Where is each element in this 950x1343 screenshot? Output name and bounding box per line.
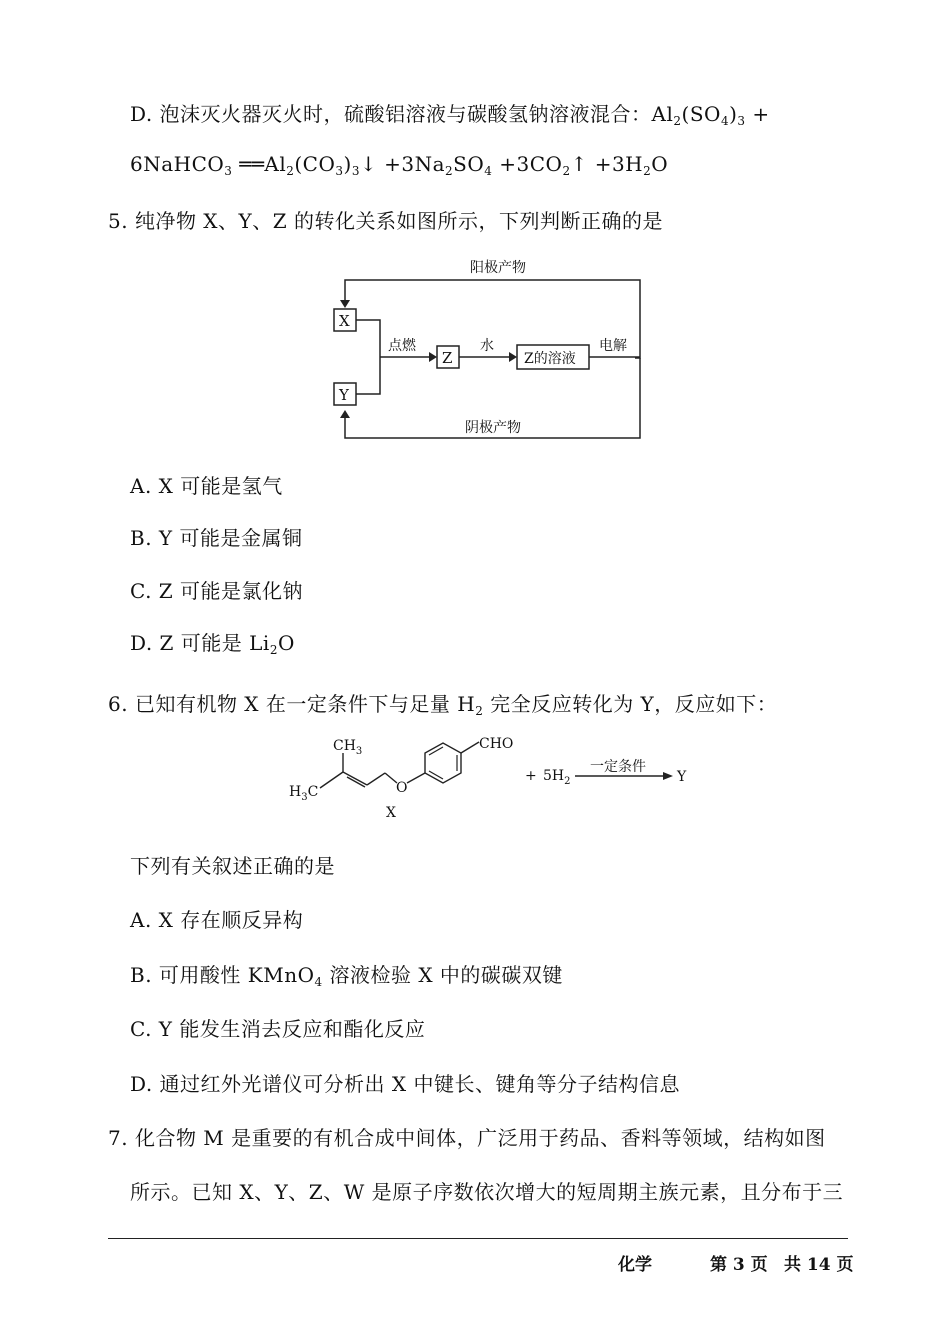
cathode-label: 阴极产物 <box>465 420 521 436</box>
footer-page-number: 第 3 页 <box>710 1255 768 1275</box>
compound-x-label: X <box>386 805 396 821</box>
q4-d-sub1: 2 <box>673 114 682 128</box>
q4-d-sub3: 3 <box>737 114 746 128</box>
to-z-arrowhead <box>429 352 437 362</box>
q6-option-c: C. Y 能发生消去反应和酯化反应 <box>130 1017 426 1041</box>
to-solution-arrowhead <box>509 352 517 362</box>
q5-option-b: B. Y 可能是金属铜 <box>130 526 303 550</box>
eq-sub: 2 <box>643 164 652 178</box>
eq-part: O <box>651 152 669 176</box>
q4-d-text-d: + <box>745 102 770 126</box>
eq-part: ══Al <box>232 152 287 176</box>
anode-arrowhead <box>340 300 350 308</box>
q6-stem-sub: 2 <box>475 704 484 718</box>
eq-part: SO <box>453 152 485 176</box>
eq-sub: 2 <box>286 164 295 178</box>
q5-stem: 5. 纯净物 X、Y、Z 的转化关系如图所示，下列判断正确的是 <box>108 209 663 233</box>
cathode-arrowhead <box>340 410 350 418</box>
q6-b-suffix: 溶液检验 X 中的碳碳双键 <box>322 963 563 987</box>
z-solution-label: Z的溶液 <box>524 351 576 367</box>
eq-part: ↓ +3Na <box>359 152 445 176</box>
q6-stem-text: 6. 已知有机物 X 在一定条件下与足量 H <box>108 692 476 716</box>
q6-b-text: B. 可用酸性 KMnO <box>130 963 315 987</box>
eq-sub: 2 <box>562 164 571 178</box>
ch3-top-label: $CH_3$ <box>333 738 363 757</box>
q4-d-sub2: 4 <box>720 114 730 128</box>
q6-option-a: A. X 存在顺反异构 <box>130 908 304 932</box>
q4-option-d-line2 <box>130 152 668 178</box>
benzene-ring <box>425 743 461 783</box>
bond <box>461 742 479 753</box>
eq-part: +3CO <box>492 152 563 176</box>
q6-option-b <box>130 959 563 989</box>
eq-sub: 3 <box>224 164 233 178</box>
ring-inner-bond <box>429 747 443 755</box>
h3c-label: $H_3C$ <box>289 784 319 803</box>
anode-label: 阳极产物 <box>470 260 526 276</box>
double-bond <box>343 772 367 785</box>
condition-label: 一定条件 <box>590 759 646 775</box>
footer-subject: 化学 <box>618 1255 652 1275</box>
q6-stem-suffix: 完全反应转化为 Y，反应如下： <box>483 692 778 716</box>
x-box-label: X <box>339 312 350 330</box>
reaction-arrowhead <box>663 772 673 780</box>
y-box-label: Y <box>339 386 349 404</box>
q5-transformation-diagram <box>325 250 655 450</box>
q4-d-text-a: D. 泡沫灭火器灭火时，硫酸铝溶液与碳酸氢钠溶液混合：Al <box>130 102 674 126</box>
ring-inner-bond <box>429 771 443 779</box>
q7-line1: 7. 化合物 M 是重要的有机合成中间体，广泛用于药品、香料等领域，结构如图 <box>108 1126 826 1150</box>
q6-stem <box>108 688 777 718</box>
bond <box>407 773 425 783</box>
footer-total-pages: 共 14 页 <box>784 1255 854 1275</box>
q5-d-suffix: O <box>277 631 295 655</box>
z-box-label: Z <box>442 349 453 367</box>
q4-d-text-b: (SO <box>681 102 721 126</box>
q5-option-a: A. X 可能是氢气 <box>130 474 283 498</box>
reagent-label: $5H_2$ <box>543 768 571 787</box>
eq-sub: 3 <box>335 164 344 178</box>
q6-intro: 下列有关叙述正确的是 <box>130 854 335 878</box>
x-merge-line <box>356 320 380 394</box>
q6-reaction-scheme <box>285 728 705 828</box>
q4-option-d-line1 <box>130 98 770 128</box>
eq-part: 6NaHCO <box>130 152 225 176</box>
cho-label: CHO <box>479 736 514 752</box>
footer-divider <box>108 1238 848 1239</box>
q4-d-text-c: ) <box>729 102 738 126</box>
eq-part: ↑ +3H <box>570 152 644 176</box>
q6-option-d: D. 通过红外光谱仪可分析出 X 中键长、键角等分子结构信息 <box>130 1072 680 1096</box>
eq-part: (CO <box>294 152 336 176</box>
eq-part: ) <box>343 152 352 176</box>
bond <box>367 773 385 785</box>
q5-option-d <box>130 627 295 657</box>
eq-sub: 3 <box>351 164 360 178</box>
eq-sub: 4 <box>484 164 493 178</box>
water-label: 水 <box>480 338 494 354</box>
q6-b-sub: 4 <box>314 975 323 989</box>
q7-line2: 所示。已知 X、Y、Z、W 是原子序数依次增大的短周期主族元素，且分布于三 <box>130 1180 844 1204</box>
eq-sub: 2 <box>445 164 454 178</box>
ignite-label: 点燃 <box>388 338 416 354</box>
product-label: Y <box>677 769 687 785</box>
bond <box>320 772 343 788</box>
q5-d-text: D. Z 可能是 Li <box>130 631 270 655</box>
oxygen-label: O <box>396 780 408 796</box>
plus-sign: + <box>525 768 537 784</box>
electrolysis-label: 电解 <box>599 338 627 354</box>
q5-d-sub: 2 <box>269 643 278 657</box>
q5-option-c: C. Z 可能是氯化钠 <box>130 579 304 603</box>
